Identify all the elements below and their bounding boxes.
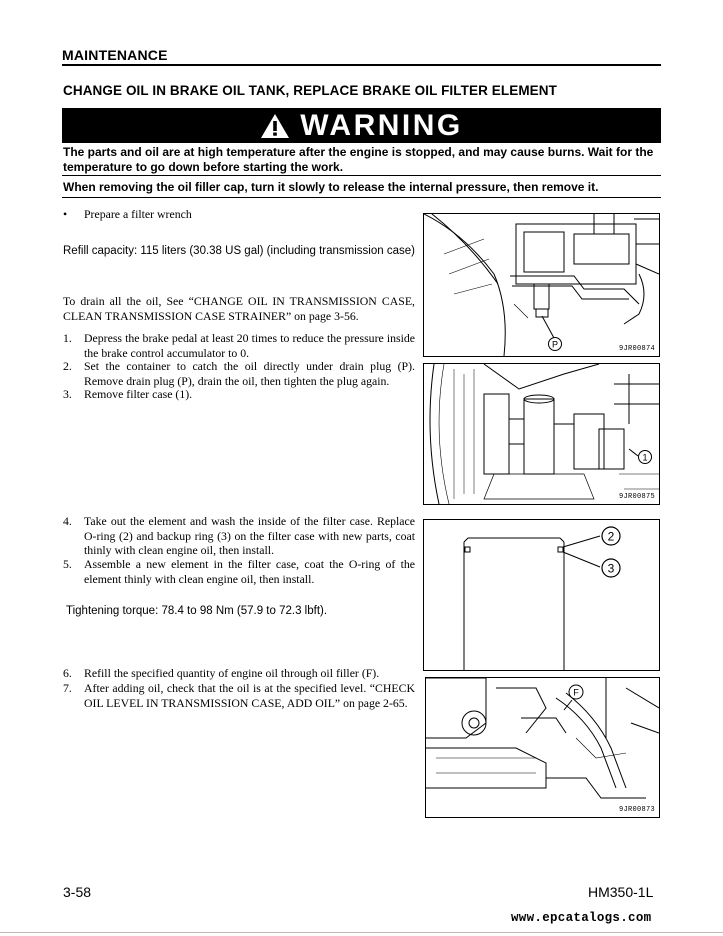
step-number: 7. [63,681,72,695]
warning-label: WARNING [300,109,463,142]
step-number: 3. [63,387,72,401]
header-rule [62,64,661,66]
step-number: 2. [63,359,72,373]
procedure-title: CHANGE OIL IN BRAKE OIL TANK, REPLACE BRAKE OIL FILTER ELEMENT [63,83,557,98]
callout-f: F [573,687,579,698]
drain-plug-illustration [424,214,659,356]
figure-code: 9JR00874 [618,345,655,353]
figure-oring [423,519,660,671]
step-number: 5. [63,557,72,571]
refill-capacity: Refill capacity: 115 liters (30.38 US gal) (including transmission case) [63,245,415,257]
site-url[interactable]: www.epcatalogs.com [511,911,652,925]
callout-1: 1 [642,452,648,463]
step-5 [63,557,415,586]
warning-paragraph-2: When removing the oil filler cap, turn it slowly to release the internal pressure, then remove it. [63,180,599,194]
figure-oil-filler [425,677,660,818]
bullet-symbol: • [63,207,68,221]
figure-code: 9JR00875 [618,493,655,501]
warning-paragraph-1: The parts and oil are at high temperature after the engine is stopped, and may cause burns. Wait for the temperature to go down before starting the work. [63,145,654,174]
step-text: Take out the element and wash the inside of the filter case. Replace O-ring (2) and backup ring (3) on the filter case with new parts, coat thinly with clean engine oil, then install. [84,514,415,557]
step-text: Depress the brake pedal at least 20 times to reduce the pressure inside the brake control accumulator to 0. [84,331,415,360]
step-number: 4. [63,514,72,528]
page-number: 3-58 [63,884,92,900]
step-text: Refill the specified quantity of engine oil through oil filler (F). [84,666,380,680]
warning-divider [62,197,661,198]
step-text: After adding oil, check that the oil is at the specified level. “CHECK OIL LEVEL IN TRANSMISSION CASE, ADD OIL” on page 2-65. [84,681,415,710]
step-text: Assemble a new element in the filter case, coat the O-ring of the element thinly with clean engine oil, then install. [84,557,415,586]
oring-diagram [424,520,659,670]
step-text: Remove filter case (1). [84,387,193,401]
warning-divider [62,175,661,176]
oil-filler-illustration [426,678,659,817]
step-number: 1. [63,331,72,345]
tightening-torque: Tightening torque: 78.4 to 98 Nm (57.9 to 72.3 lbft). [66,605,328,617]
prepare-item: Prepare a filter wrench [84,207,192,221]
step-text: Set the container to catch the oil directly under drain plug (P). Remove drain plug (P), drain the oil, then tighten the plug again. [84,359,415,388]
page-bottom-line [0,932,723,933]
warning-banner [62,108,661,143]
callout-3: 3 [607,561,615,576]
step-1 [63,331,415,360]
step-2 [63,359,415,388]
callout-2: 2 [607,529,615,544]
model-code: HM350-1L [588,884,654,900]
figure-filter-case [423,363,660,505]
step-7 [63,681,415,710]
warning-triangle-icon [260,113,290,139]
callout-p: P [551,339,559,350]
step-6 [63,666,415,681]
figure-drain-plug [423,213,660,357]
step-number: 6. [63,666,72,680]
drain-note: To drain all the oil, See “CHANGE OIL IN TRANSMISSION CASE, CLEAN TRANSMISSION CASE STRAINER” on page 3-56. [63,294,415,323]
section-header: MAINTENANCE [62,47,168,63]
filter-case-illustration [424,364,659,504]
figure-code: 9JR00873 [618,806,655,814]
step-3 [63,387,415,402]
step-4 [63,514,415,558]
